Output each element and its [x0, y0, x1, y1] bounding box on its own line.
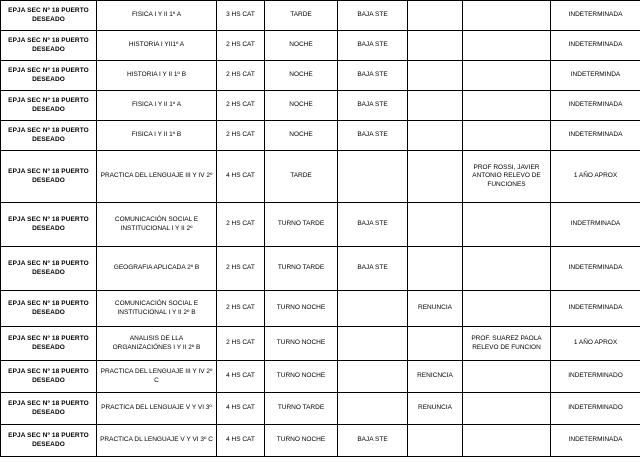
cell-shift: NOCHE: [265, 31, 338, 61]
cell-hours: 4 HS CAT: [217, 393, 265, 425]
cell-status: INDETERMINADA: [551, 247, 640, 291]
cell-teacher: [463, 1, 551, 31]
cell-subject: COMUNICACIÓN SOCIAL E INSTITUCIONAL I Y II 2º: [97, 203, 217, 247]
table-row: [1, 61, 640, 91]
cell-shift: NOCHE: [265, 121, 338, 151]
cell-shift: NOCHE: [265, 91, 338, 121]
cell-shift: TURNO NOCHE: [265, 327, 338, 361]
cell-status: INDETERMINADA: [551, 121, 640, 151]
cell-shift-alt: BAJA STE: [338, 61, 408, 91]
table-row: [1, 1, 640, 31]
cell-subject: HISTORIA I Y II 1º B: [97, 61, 217, 91]
cell-teacher: [463, 393, 551, 425]
table-row: [1, 327, 640, 361]
cell-teacher: PROF. SUAREZ PAOLA RELEVO DE FUNCION: [463, 327, 551, 361]
cell-resign: RENUNCIA: [408, 291, 463, 327]
cell-shift-alt: BAJA STE: [338, 425, 408, 457]
cell-status: INDETERMINADO: [551, 393, 640, 425]
cell-teacher: [463, 247, 551, 291]
cell-subject: FISICA I Y II 1º A: [97, 91, 217, 121]
cell-shift: TURNO NOCHE: [265, 291, 338, 327]
cell-shift: TURNO TARDE: [265, 247, 338, 291]
cell-status: INDETERMINADA: [551, 91, 640, 121]
cell-hours: 2 HS CAT: [217, 203, 265, 247]
cell-school: EPJA SEC Nº 18 PUERTO DESEADO: [1, 361, 97, 393]
cell-teacher: [463, 203, 551, 247]
table-row: [1, 425, 640, 457]
cell-school: EPJA SEC Nº 18 PUERTO DESEADO: [1, 121, 97, 151]
cell-teacher: [463, 91, 551, 121]
cell-shift: TURNO NOCHE: [265, 361, 338, 393]
cell-school: EPJA SEC Nº 18 PUERTO DESEADO: [1, 151, 97, 203]
cell-school: EPJA SEC Nº 18 PUERTO DESEADO: [1, 203, 97, 247]
cell-subject: GEOGRAFIA APLICADA 2º B: [97, 247, 217, 291]
cell-school: EPJA SEC Nº 18 PUERTO DESEADO: [1, 1, 97, 31]
cell-hours: 3 HS CAT: [217, 1, 265, 31]
cell-subject: PRACTICA DEL LENGUAJE III Y IV 2º: [97, 151, 217, 203]
cell-hours: 2 HS CAT: [217, 31, 265, 61]
cell-shift: TURNO TARDE: [265, 393, 338, 425]
table-row: [1, 151, 640, 203]
table-row: [1, 91, 640, 121]
cell-shift: NOCHE: [265, 61, 338, 91]
cell-resign: [408, 61, 463, 91]
cell-status: 1 AÑO APROX: [551, 327, 640, 361]
cell-status: 1 AÑO APROX: [551, 151, 640, 203]
cell-shift-alt: BAJA STE: [338, 91, 408, 121]
cell-shift-alt: [338, 327, 408, 361]
cell-hours: 4 HS CAT: [217, 425, 265, 457]
cell-resign: [408, 151, 463, 203]
cell-shift-alt: [338, 361, 408, 393]
table-row: [1, 393, 640, 425]
table-row: [1, 361, 640, 393]
cell-school: EPJA SEC Nº 18 PUERTO DESEADO: [1, 393, 97, 425]
table-row: [1, 203, 640, 247]
cell-teacher: [463, 361, 551, 393]
cell-school: EPJA SEC Nº 18 PUERTO DESEADO: [1, 247, 97, 291]
cell-shift-alt: [338, 393, 408, 425]
cell-resign: [408, 327, 463, 361]
cell-shift-alt: BAJA STE: [338, 121, 408, 151]
cell-school: EPJA SEC Nº 18 PUERTO DESEADO: [1, 291, 97, 327]
cell-hours: 2 HS CAT: [217, 291, 265, 327]
cell-shift-alt: BAJA STE: [338, 1, 408, 31]
cell-subject: FISICA I Y II 1º B: [97, 121, 217, 151]
cell-hours: 4 HS CAT: [217, 151, 265, 203]
cell-status: INDETERMINADA: [551, 425, 640, 457]
cell-hours: 2 HS CAT: [217, 247, 265, 291]
cell-resign: [408, 31, 463, 61]
cell-resign: RENICNCIA: [408, 361, 463, 393]
cell-shift: TURNO NOCHE: [265, 425, 338, 457]
cell-status: INDETERMINDA: [551, 61, 640, 91]
cell-resign: [408, 91, 463, 121]
cell-shift: TARDE: [265, 1, 338, 31]
table-row: [1, 247, 640, 291]
cell-status: INDETERMINADO: [551, 361, 640, 393]
cell-school: EPJA SEC Nº 18 PUERTO DESEADO: [1, 31, 97, 61]
cell-teacher: [463, 291, 551, 327]
cell-shift-alt: BAJA STE: [338, 31, 408, 61]
schedule-table-body: [1, 1, 640, 457]
cell-status: INDETRMINADA: [551, 203, 640, 247]
cell-status: INDETERMINADA: [551, 1, 640, 31]
cell-hours: 4 HS CAT: [217, 361, 265, 393]
cell-subject: PRACTICA DEL LENGUAJE III Y IV 2º C: [97, 361, 217, 393]
cell-status: INDETERMINADA: [551, 291, 640, 327]
cell-subject: ANALISIS DE LLA ORGANIZACIÓNES I Y II 2º B: [97, 327, 217, 361]
cell-school: EPJA SEC Nº 18 PUERTO DESEADO: [1, 327, 97, 361]
cell-subject: HISTORIA I YII1º A: [97, 31, 217, 61]
cell-resign: [408, 1, 463, 31]
cell-school: EPJA SEC Nº 18 PUERTO DESEADO: [1, 61, 97, 91]
cell-teacher: [463, 121, 551, 151]
cell-subject: PRACTICA DL LENGUAJE V Y VI 3º C: [97, 425, 217, 457]
cell-hours: 2 HS CAT: [217, 327, 265, 361]
table-row: [1, 121, 640, 151]
cell-teacher: [463, 425, 551, 457]
cell-status: INDETERMINADA: [551, 31, 640, 61]
cell-subject: FISICA I Y II 1º A: [97, 1, 217, 31]
cell-shift: TARDE: [265, 151, 338, 203]
cell-resign: [408, 203, 463, 247]
cell-school: EPJA SEC Nº 18 PUERTO DESEADO: [1, 91, 97, 121]
cell-school: EPJA SEC Nº 18 PUERTO DESEADO: [1, 425, 97, 457]
cell-teacher: [463, 31, 551, 61]
cell-subject: PRACTICA DEL LENGUAJE V Y VI 3º: [97, 393, 217, 425]
cell-resign: [408, 121, 463, 151]
cell-hours: 2 HS CAT: [217, 121, 265, 151]
cell-teacher: PROF ROSSI, JAVIER ANTONIO RELEVO DE FUNCIONES: [463, 151, 551, 203]
cell-hours: 2 HS CAT: [217, 91, 265, 121]
cell-resign: [408, 425, 463, 457]
cell-shift-alt: BAJA STE: [338, 203, 408, 247]
table-row: [1, 291, 640, 327]
cell-resign: RENUNCIA: [408, 393, 463, 425]
cell-shift-alt: [338, 151, 408, 203]
cell-hours: 2 HS CAT: [217, 61, 265, 91]
cell-resign: [408, 247, 463, 291]
cell-subject: COMUNICACIÓN SOCIAL E INSTITUCIONAL I Y II 2º B: [97, 291, 217, 327]
cell-shift-alt: BAJA STE: [338, 247, 408, 291]
table-row: [1, 31, 640, 61]
cell-teacher: [463, 61, 551, 91]
cell-shift-alt: [338, 291, 408, 327]
cell-shift: TURNO TARDE: [265, 203, 338, 247]
